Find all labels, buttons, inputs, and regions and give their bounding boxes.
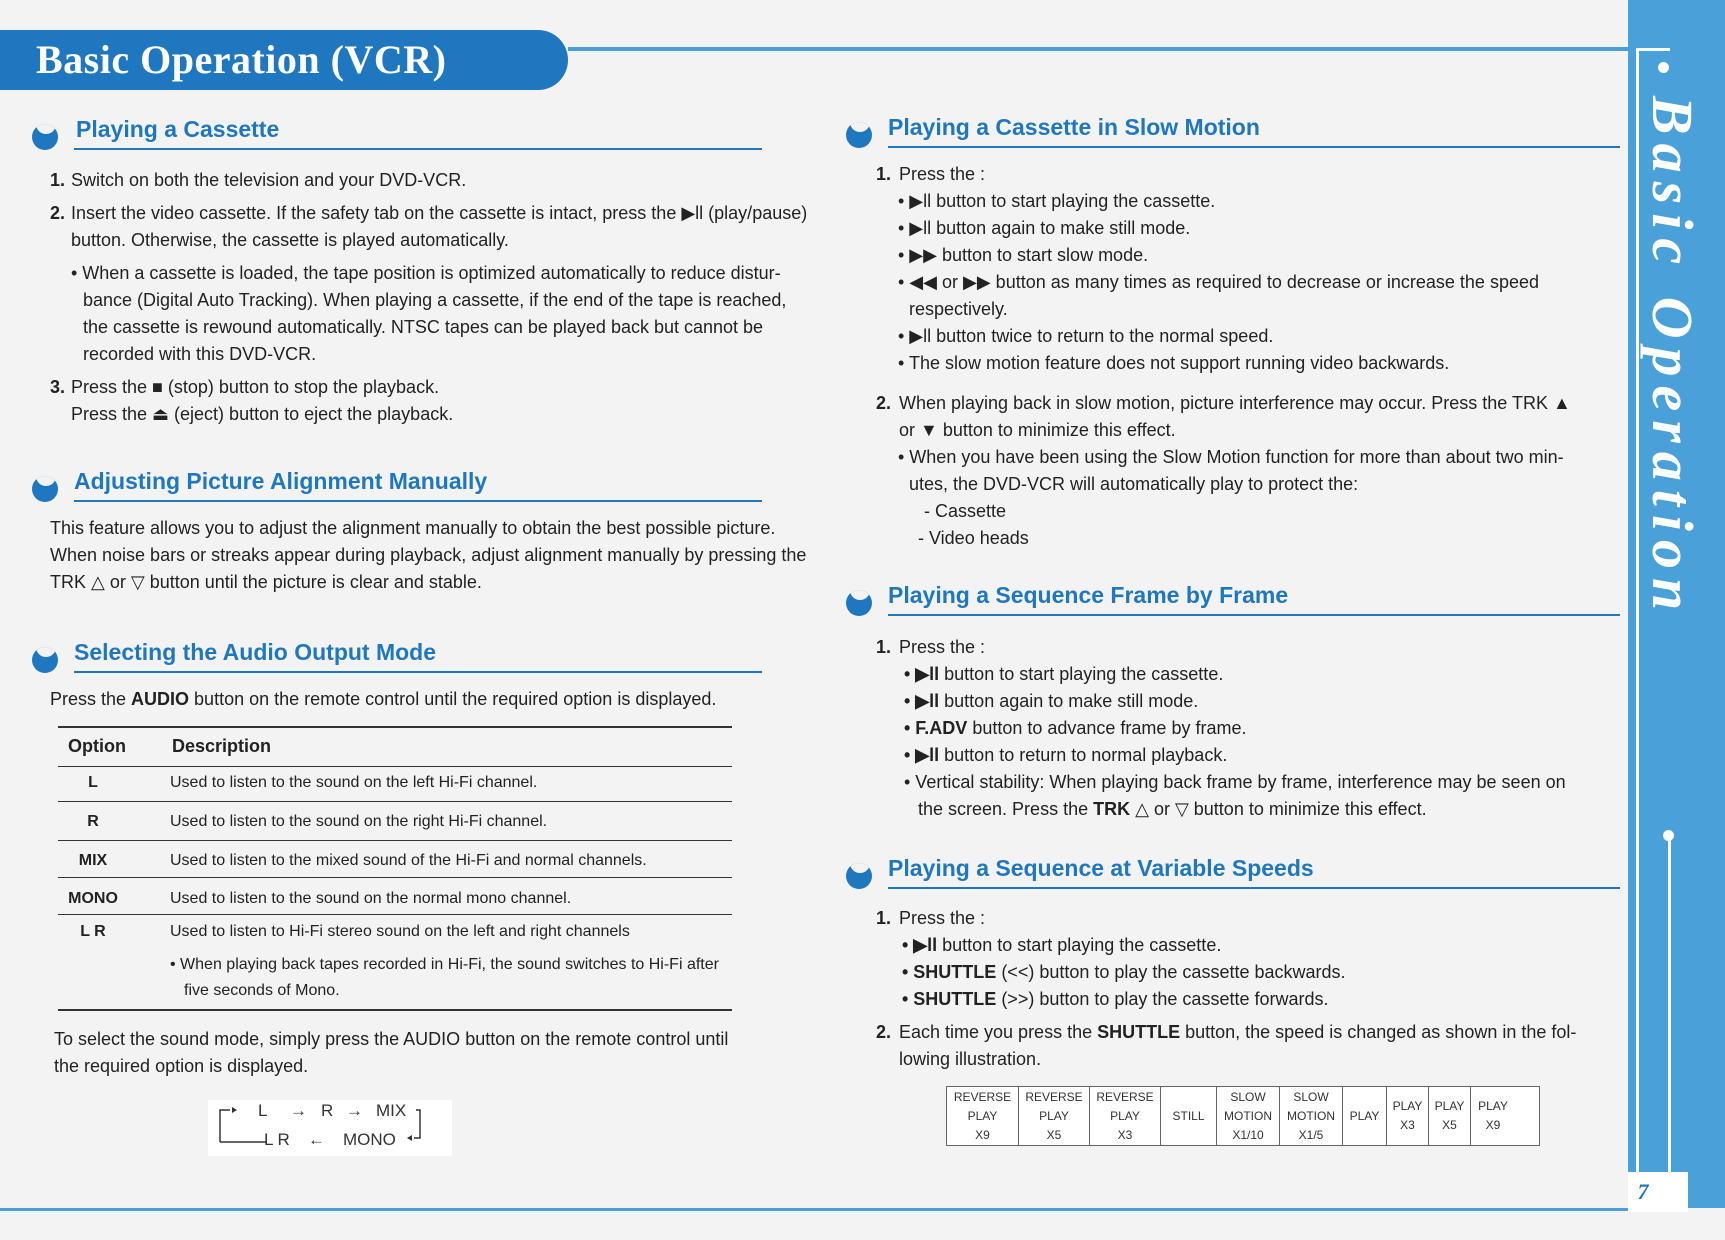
table-rule [58,726,732,728]
speed-cell [1019,1087,1090,1145]
bullet-text [902,932,1221,959]
note-text: utes, the DVD-VCR will automatically play to protect the: [909,474,1359,494]
speed-label: X5 [1046,1127,1062,1142]
note-text: • When you have been using the Slow Motion function for more than about two min- [898,447,1564,467]
table-rule [58,1009,732,1011]
section-title: Selecting the Audio Output Mode [74,639,437,665]
bullet-text: • ▶ll button twice to return to the normal speed. [898,326,1274,346]
button-name: • SHUTTLE [902,962,997,982]
speed-cell [1471,1087,1515,1145]
bottom-rule [0,1208,1628,1211]
section-slow-motion [846,110,1586,150]
step-text: Press the ⏏ (eject) button to eject the playback. [71,404,454,424]
option-description: Used to listen to Hi-Fi stereo sound on the left and right channels [170,923,630,940]
bullet-text: • ▶ll button to start playing the cassette. [898,191,1216,211]
bullet-text: △ or ▽ button to minimize this effect. [1130,799,1427,819]
step-number: 1. [876,637,892,657]
speed-cell [1280,1087,1343,1145]
step-text: Insert the video cassette. If the safety tab on the cassette is intact, press the ▶ll (play/pause) [71,203,808,223]
step-text [899,1019,1576,1046]
step-text: or ▼ button to minimize this effect. [899,420,1176,440]
section-bullet-icon [846,122,872,148]
button-name: • ▶ll [904,691,940,711]
audio-cycle-diagram [208,1100,452,1156]
lr-note: • When playing back tapes recorded in Hi-Fi, the sound switches to Hi-Fi after [170,956,719,973]
speed-label: MOTION [1224,1108,1272,1123]
bullet-text: button to start playing the cassette. [939,664,1224,684]
bullet-text: button to start playing the cassette. [937,935,1222,955]
cycle-arrow: → [290,1101,307,1120]
audio-intro [50,686,716,713]
button-name: SHUTTLE [1097,1022,1181,1042]
speed-cell [1161,1087,1217,1145]
sidebar-title: Basic Operation [1640,96,1705,620]
section-title: Playing a Sequence Frame by Frame [888,582,1289,608]
body-text: TRK △ or ▽ button until the picture is clear and stable. [50,572,482,592]
bullet-text [918,796,1427,823]
speed-label: X5 [1442,1118,1457,1132]
button-name: TRK [1093,799,1131,819]
option-name: MIX [78,852,108,869]
speed-cell [1217,1087,1280,1145]
bullet-text: button to advance frame by frame. [967,718,1247,738]
table-rule [58,877,732,878]
step-number: 3. [50,377,66,397]
button-name: • ▶ll [904,745,940,765]
body-text: This feature allows you to adjust the alignment manually to obtain the best possible picture. [50,518,776,538]
lr-note: five seconds of Mono. [184,982,340,999]
speed-cell [1343,1087,1387,1145]
speed-label: X3 [1117,1127,1133,1142]
speed-label: MOTION [1287,1108,1335,1123]
step-number: 1. [50,170,66,190]
section-playing-cassette [32,112,762,152]
speed-label: SLOW [1293,1089,1329,1104]
section-bullet-icon [32,476,58,502]
note-text: - Cassette [924,501,1007,521]
speed-label: PLAY [1349,1108,1380,1123]
step-text: Press the : [899,164,986,184]
bullet-text: button to return to normal playback. [939,745,1228,765]
note-text: the cassette is rewound automatically. NTSC tapes can be played back but cannot be [83,317,764,337]
step-text: button, the speed is changed as shown in the fol- [1180,1022,1577,1042]
cycle-option-l: L [258,1101,268,1120]
speed-cell [1429,1087,1471,1145]
option-name: L [88,774,98,791]
section-rule [888,146,1620,148]
bullet-text [902,959,1346,986]
section-bullet-icon [32,124,58,150]
step-text: button. Otherwise, the cassette is played automatically. [71,230,509,250]
table-rule [58,801,732,802]
speed-label: PLAY [1039,1108,1069,1123]
step-number: 1. [876,908,892,928]
option-description: Used to listen to the sound on the left Hi-Fi channel. [170,774,538,791]
option-description: Used to listen to the sound on the normal mono channel. [170,890,572,907]
bullet-text: respectively. [909,299,1008,319]
bullet-text: (>>) button to play the cassette forwards. [996,989,1329,1009]
section-rule [74,500,762,502]
speed-label: PLAY [967,1108,998,1123]
bullet-text: button again to make still mode. [939,691,1199,711]
step-number: 2. [876,393,892,413]
button-name: • ▶ll [902,935,938,955]
speed-label: X3 [1400,1118,1415,1132]
cycle-option-lr: L R [264,1130,290,1149]
note-text: recorded with this DVD-VCR. [83,344,317,364]
speed-label: PLAY [1392,1099,1423,1113]
bullet-text [904,688,1198,715]
bullet-text: • Vertical stability: When playing back frame by frame, interference may be seen on [904,772,1566,792]
note-text: - Video heads [918,528,1029,548]
bullet-text [902,986,1329,1013]
speed-cell [947,1087,1019,1145]
cycle-option-mono: MONO [343,1130,396,1149]
option-name: MONO [68,890,118,907]
speed-label: X1/10 [1232,1127,1264,1142]
section-variable-speeds [846,851,1586,891]
bullet-text [904,661,1223,688]
bullet-text: the screen. Press the [918,799,1094,819]
table-rule [58,914,732,915]
option-name: R [87,813,99,830]
bullet-text: (<<) button to play the cassette backwards. [996,962,1346,982]
step-text: Press the : [899,637,986,657]
sidebar-dot [1658,62,1669,73]
section-bullet-icon [846,863,872,889]
speed-label: PLAY [1110,1108,1140,1123]
step-text: Each time you press the [899,1022,1098,1042]
step-text: Press the ■ (stop) button to stop the playback. [71,377,440,397]
step-text: Press the : [899,908,986,928]
section-rule [74,148,762,150]
cycle-arrow: ← [308,1130,325,1149]
audio-outro: the required option is displayed. [54,1056,309,1076]
section-rule [888,614,1620,616]
note-text: bance (Digital Auto Tracking). When playing a cassette, if the end of the tape is reached, [83,290,787,310]
note-text: • When a cassette is loaded, the tape position is optimized automatically to reduce distur- [71,263,781,283]
cycle-arrow: → [346,1101,363,1120]
step-number: 1. [876,164,892,184]
section-alignment [32,464,762,504]
page-title: Basic Operation (VCR) [36,37,447,82]
step-text: lowing illustration. [899,1049,1042,1069]
section-bullet-icon [846,590,872,616]
sidebar-line [1668,840,1671,1172]
intro-text: button on the remote control until the required option is displayed. [189,689,717,709]
table-rule [58,766,732,767]
section-title: Playing a Sequence at Variable Speeds [888,855,1314,881]
speed-cell [1387,1087,1429,1145]
speed-label: PLAY [1434,1099,1465,1113]
header-rule [568,47,1628,51]
cycle-option-r: R [321,1101,334,1120]
section-rule [888,887,1620,889]
button-name: • F.ADV [904,718,968,738]
option-description: Used to listen to the mixed sound of the Hi-Fi and normal channels. [170,852,647,869]
page-number: 7 [1637,1179,1649,1204]
button-name: • SHUTTLE [902,989,997,1009]
step-text: Switch on both the television and your DVD-VCR. [71,170,467,190]
step-number: 2. [50,203,66,223]
speed-label: REVERSE [953,1089,1012,1104]
column-header-description: Description [172,736,272,756]
speed-sequence-grid [946,1086,1540,1146]
bullet-text [904,742,1227,769]
cycle-option-mix: MIX [376,1101,407,1120]
section-title: Playing a Cassette [76,116,280,142]
speed-label: X9 [1485,1118,1501,1132]
step-number: 2. [876,1022,892,1042]
section-title: Adjusting Picture Alignment Manually [74,468,488,494]
button-name: • ▶ll [904,664,940,684]
audio-keyword: AUDIO [131,689,190,709]
speed-label: X9 [975,1127,990,1142]
audio-outro: To select the sound mode, simply press the AUDIO button on the remote control until [54,1029,729,1049]
intro-text: Press the [50,689,132,709]
section-bullet-icon [32,647,58,673]
section-frame-by-frame [846,578,1586,618]
speed-cell [1090,1087,1161,1145]
table-rule [58,840,732,841]
speed-label: SLOW [1230,1089,1266,1104]
body-text: When noise bars or streaks appear during playback, adjust alignment manually by pressing the [50,545,807,565]
speed-label: REVERSE [1025,1089,1083,1104]
section-audio [32,635,762,675]
speed-label: X1/5 [1298,1127,1324,1142]
bullet-text: • ▶▶ button to start slow mode. [898,245,1149,265]
speed-label: STILL [1172,1108,1205,1123]
option-name: L R [80,923,106,940]
bullet-text: • ▶ll button again to make still mode. [898,218,1191,238]
speed-label: PLAY [1478,1099,1508,1113]
section-rule [74,671,762,673]
bullet-text [904,715,1246,742]
section-title: Playing a Cassette in Slow Motion [888,114,1260,140]
option-description: Used to listen to the sound on the right Hi-Fi channel. [170,813,548,830]
bullet-text: • The slow motion feature does not support running video backwards. [898,353,1450,373]
bullet-text: • ◀◀ or ▶▶ button as many times as required to decrease or increase the speed [898,272,1539,292]
speed-label: REVERSE [1096,1089,1154,1104]
step-text: When playing back in slow motion, picture interference may occur. Press the TRK ▲ [899,393,1571,413]
column-header-option: Option [68,736,126,756]
